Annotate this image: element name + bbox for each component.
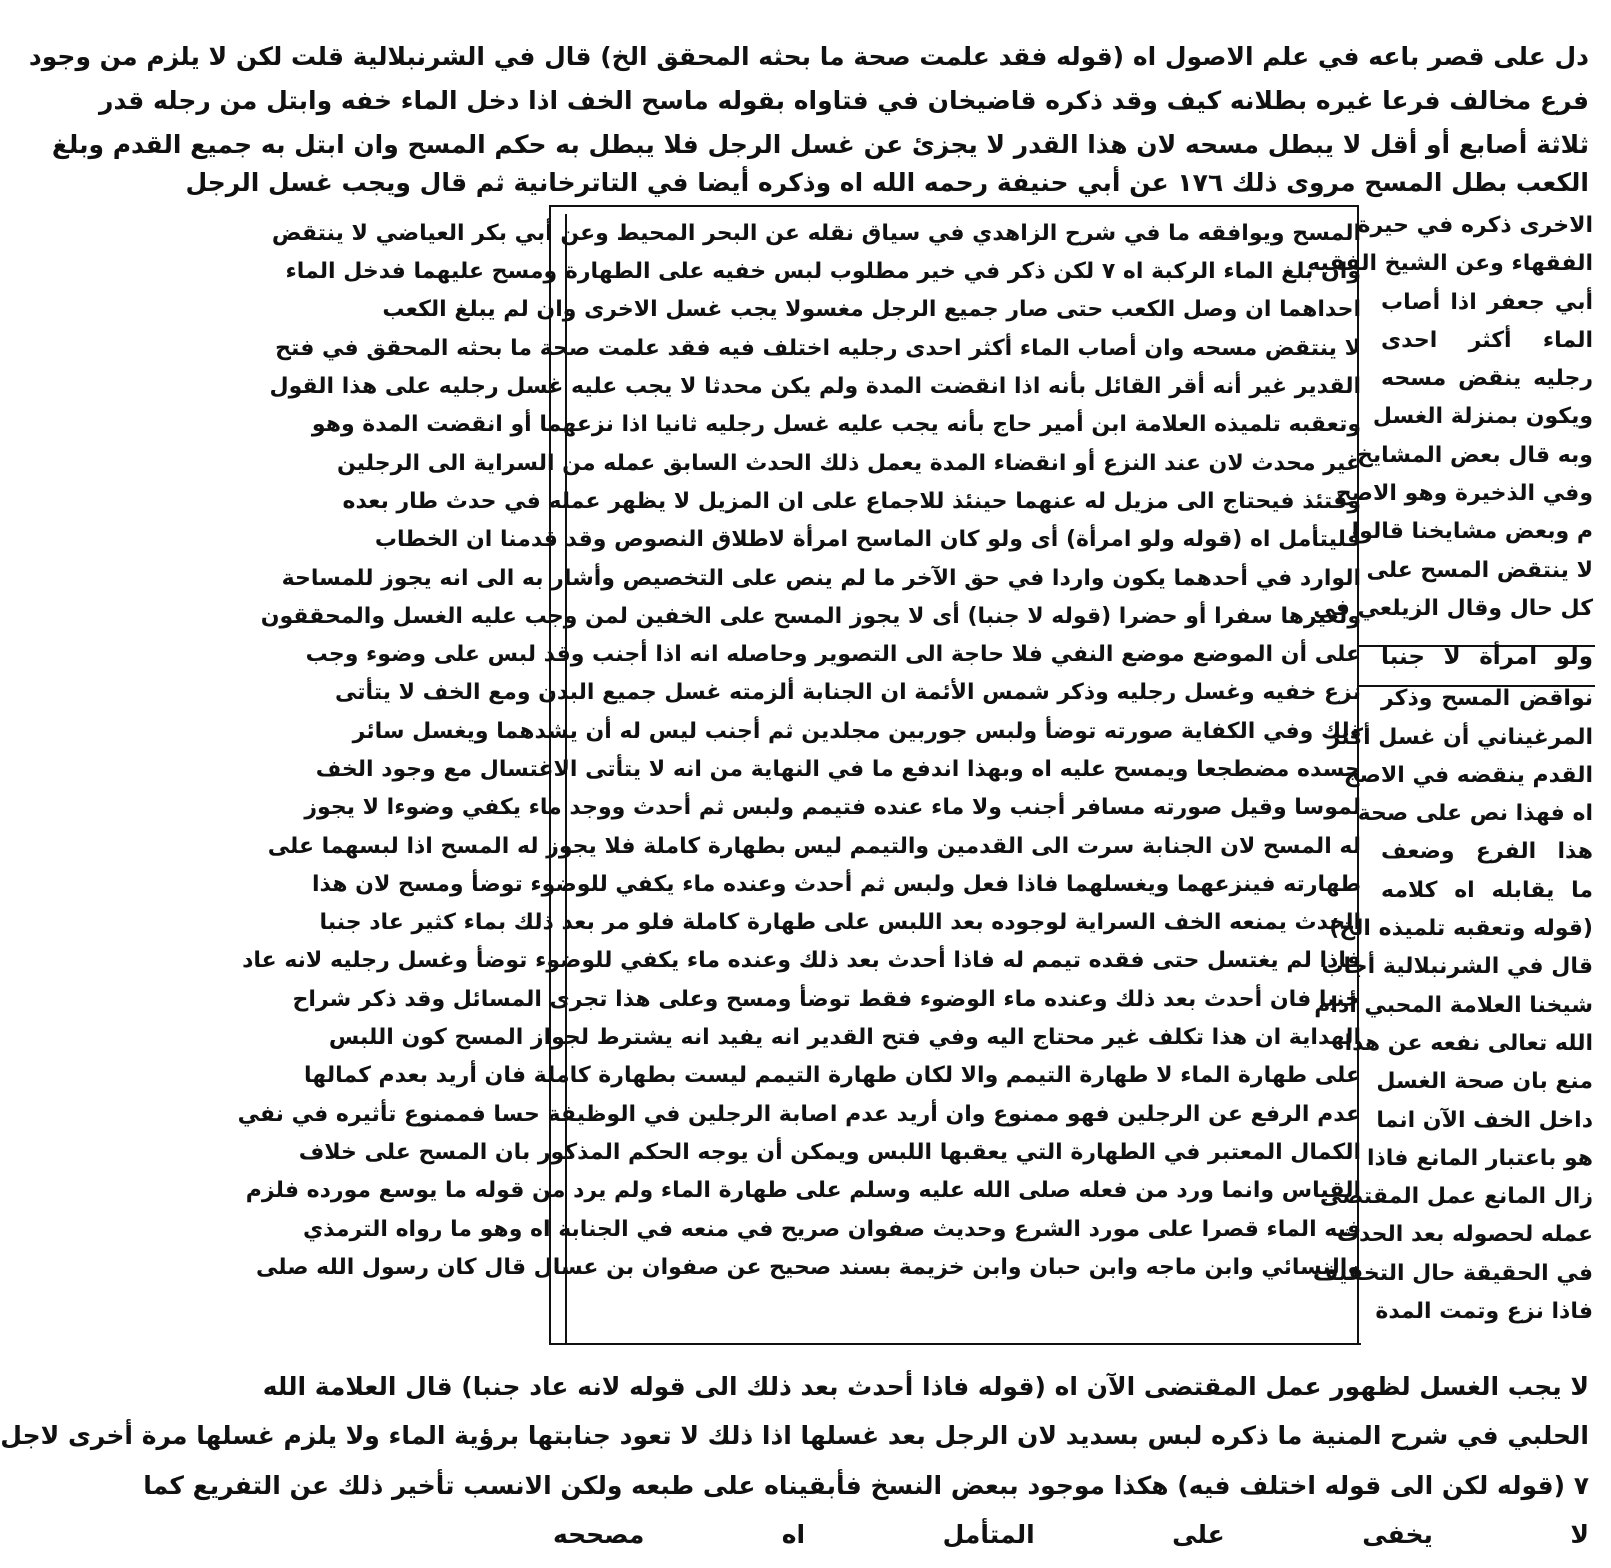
main-line-1: المسح ويوافقه ما في شرح الزاهدي في سياق نقله عن البحر المحيط وعن أبي بكر العياضي لا ينتقض (271, 220, 1361, 246)
side-line-18: (قوله وتعقبه تلميذه الخ) (1329, 916, 1593, 942)
side-line-22: منع بان صحة الغسل (1376, 1069, 1593, 1095)
side-line-27: في الحقيقة حال التخفيف (1312, 1260, 1593, 1286)
main-line-28: والنسائي وابن ماجه وابن حبان وابن خزيمة بسند صحيح عن صفوان بن عسال قال كان رسول الله صلى (255, 1254, 1361, 1280)
side-line-25: زال المانع عمل المقتضى (1319, 1184, 1593, 1210)
frame-top-rule-main (549, 205, 1359, 207)
side-line-14: القدم ينقضه في الاصح (1343, 762, 1593, 788)
side-line-15: اه فهذا نص على صحة (1357, 801, 1593, 827)
side-line-5: رجليه ينقض مسحه (1381, 366, 1593, 392)
main-line-23: على طهارة الماء لا طهارة التيمم والا لكان طهارة التيمم ليست بطهارة كاملة فان أريد بعدم كمالها (304, 1063, 1361, 1089)
main-line-20: فاذا لم يغتسل حتى فقده تيمم له فاذا أحدث بعد ذلك وعنده ماء يكفي للوضوء توضأ وغسل رجليه لانه عاد (242, 948, 1361, 974)
main-line-14: ذلك وفي الكفاية صورته توضأ ولبس جوربين مجلدين ثم أجنب ليس له أن يشدهما ويغسل سائر (352, 718, 1361, 744)
main-line-7: غير محدث لان عند النزع أو انقضاء المدة يعمل ذلك الحدث السابق عمله من السراية الى الرجلين (337, 450, 1361, 476)
main-line-11: ولغيرها سفرا أو حضرا (قوله لا جنبا) أى لا يجوز المسح على الخفين لمن وجب عليه الغسل والمحققون (260, 603, 1361, 629)
side-line-26: عمله لحصوله بعد الحدث (1336, 1222, 1593, 1248)
main-line-5: القدير غير أنه أقر القائل بأنه اذا انقضت المدة ولم يكن محدثا لا يجب عليه غسل رجليه على هذا القول (269, 374, 1361, 400)
main-line-6: وتعقبه تلميذه العلامة ابن أمير حاج بأنه يجب عليه غسل رجليه ثانيا اذا نزعهما أو انقضت المدة وهو (311, 412, 1361, 438)
main-line-17: له المسح لان الجنابة سرت الى القدمين والتيمم ليس بطهارة كاملة فلا يجوز له المسح اذا لبسهما على (267, 833, 1361, 859)
main-line-25: الكمال المعتبر في الطهارة التي يعقبها اللبس ويمكن أن يوجه الحكم المذكور بان المسح على خلاف (298, 1139, 1361, 1165)
main-line-13: نزع خفيه وغسل رجليه وذكر شمس الأئمة ان الجنابة ألزمته غسل جميع البدن ومع الخف لا يتأتى (334, 680, 1361, 706)
side-line-4: الماء أكثر احدى (1381, 327, 1593, 353)
side-line-12: نواقض المسح وذكر (1381, 686, 1593, 712)
main-line-9: فليتأمل اه (قوله ولو امرأة) أى ولو كان الماسح امرأة لاطلاق النصوص وقد قدمنا ان الخطاب (374, 527, 1361, 553)
main-line-19: الحدث يمنعه الخف السراية لوجوده بعد اللبس على طهارة كاملة فلو مر بعد ذلك بماء كثير عاد جنبا (319, 910, 1361, 936)
main-line-4: لا ينتقض مسحه وان أصاب الماء أكثر احدى رجليه اختلف فيه فقد علمت صحة ما بحثه المحقق في فتح (275, 335, 1361, 361)
main-line-24: عدم الرفع عن الرجلين فهو ممنوع وان أريد عدم اصابة الرجلين في الوظيفة حسا فممنوع تأثيره في نفي (237, 1101, 1361, 1127)
side-line-19: قال في الشرنبلالية أجاب (1321, 954, 1593, 980)
side-line-2: الفقهاء وعن الشيخ الفقيه (1307, 251, 1593, 277)
bottom-line-4: لا يخفى على المتأمل اه مصححه (553, 1520, 1589, 1549)
top-line-4: الكعب بطل المسح مروى ذلك ١٧٦ عن أبي حنيفة رحمه الله اه وذكره أيضا في التاترخانية ثم قال ويجب غسل الرجل (185, 168, 1589, 197)
main-line-27: فيه الماء قصرا على مورد الشرع وحديث صفوان صريح في منعه في الجنابة اه وهو ما رواه الترمذي (302, 1216, 1361, 1242)
main-line-3: احداهما ان وصل الكعب حتى صار جميع الرجل مغسولا يجب غسل الاخرى وان لم يبلغ الكعب (382, 297, 1361, 323)
top-line-1: دل على قصر باعه في علم الاصول اه (قوله فقد علمت صحة ما بحثه المحقق الخ) قال في الشرنبلالية قلت لكن لا يلزم من وجود (28, 42, 1589, 71)
side-line-20: شيخنا العلامة المحبي أدام (1314, 992, 1593, 1018)
bottom-line-2: الحلبي في شرح المنية ما ذكره لبس بسديد لان الرجل بعد غسلها اذا ذلك لا تعود جنابتها برؤية الماء ولا يلزم غسلها مرة أخرى لاجل (0, 1421, 1589, 1451)
bottom-line-1: لا يجب الغسل لظهور عمل المقتضى الآن اه (قوله فاذا أحدث بعد ذلك الى قوله لانه عاد جنبا) قال العلامة الله (262, 1372, 1589, 1401)
main-line-22: الهداية ان هذا تكلف غير محتاج اليه وفي فتح القدير انه يفيد انه يشترط لجواز المسح كون اللبس (328, 1025, 1361, 1051)
main-line-12: على أن الموضع موضع النفي فلا حاجة الى التصوير وحاصله انه اذا أجنب وقد لبس على وضوء وجب (305, 642, 1361, 668)
side-line-10: لا ينتقض المسح على (1366, 557, 1593, 583)
side-line-16: هذا الفرع وضعف (1381, 839, 1593, 865)
side-line-28: فاذا نزع وتمت المدة (1375, 1299, 1593, 1325)
side-heading: ولو امرأة لا جنبا (1381, 644, 1593, 671)
main-line-15: جسده مضطجعا ويمسح عليه اه وبهذا اندفع ما في النهاية من انه لا يتأتى الاغتسال مع وجود الخف (315, 757, 1361, 782)
side-line-9: م وبعض مشايخنا قالوا (1351, 519, 1593, 545)
frame-bottom-rule (549, 1343, 1361, 1345)
side-line-8: وفي الذخيرة وهو الاصح (1335, 481, 1593, 507)
side-line-24: هو باعتبار المانع فاذا (1366, 1145, 1593, 1171)
side-line-1: الاخرى ذكره في حيرة (1357, 213, 1593, 238)
main-line-26: القياس وانما ورد من فعله صلى الله عليه وسلم على طهارة الماء ولم يرد من قوله ما يوسع مورده فلزم (245, 1178, 1361, 1204)
main-line-18: طهارته فينزعهما ويغسلهما فاذا فعل ولبس ثم أحدث وعنده ماء يكفي للوضوء توضأ ومسح لان هذا (312, 871, 1361, 897)
side-line-3: أبي جعفر اذا أصاب (1381, 289, 1593, 315)
main-line-2: وان بلغ الماء الركبة اه ٧ لكن ذكر في خير مطلوب لبس خفيه على الطهارة ومسح عليهما فدخل الماء (285, 259, 1361, 285)
side-line-7: وبه قال بعض المشايخ (1356, 442, 1593, 468)
top-line-3: ثلاثة أصابع أو أقل لا يبطل مسحه لان هذا القدر لا يجزئ عن غسل الرجل فلا يبطل به حكم المسح وان ابتل به جميع القدم وبلغ (51, 130, 1589, 159)
main-line-16: لموسا وقيل صورته مسافر أجنب ولا ماء عنده فتيمم ولبس ثم أحدث ووجد ماء يكفي وضوءا لا يجوز (304, 795, 1361, 821)
main-line-10: الوارد في أحدهما يكون واردا في حق الآخر ما لم ينص على التخصيص وأشار به الى انه يجوز للمساحة (281, 565, 1361, 591)
side-line-21: الله تعالى نفعه عن هذا (1344, 1030, 1593, 1056)
side-line-17: ما يقابله اه كلامه (1381, 877, 1593, 903)
main-line-8: وقتئذ فيحتاج الى مزيل له عنهما حينئذ للاجماع على ان المزيل لا يظهر عمله في حدث طار بعده (342, 488, 1361, 514)
side-line-13: المرغيناني أن غسل أكثر (1327, 724, 1593, 750)
main-line-21: جنبا فان أحدث بعد ذلك وعنده ماء الوضوء فقط توضأ ومسح وعلى هذا تجرى المسائل وقد ذكر شراح (292, 986, 1361, 1012)
top-line-2: فرع مخالف فرعا غيره بطلانه كيف وقد ذكره قاضيخان في فتاواه بقوله ماسح الخف اذا دخل الماء خفه وابتل من رجله قدر (99, 86, 1589, 115)
side-line-6: ويكون بمنزلة الغسل (1372, 404, 1593, 430)
side-line-23: داخل الخف الآن انما (1376, 1107, 1593, 1133)
bottom-line-3: ٧ (قوله لكن الى قوله اختلف فيه) هكذا موجود ببعض النسخ فأبقيناه على طبعه ولكن الانسب تأخير ذلك عن التفريع كما (143, 1470, 1589, 1500)
side-line-11: كل حال وقال الزيلعي في (1313, 595, 1593, 621)
